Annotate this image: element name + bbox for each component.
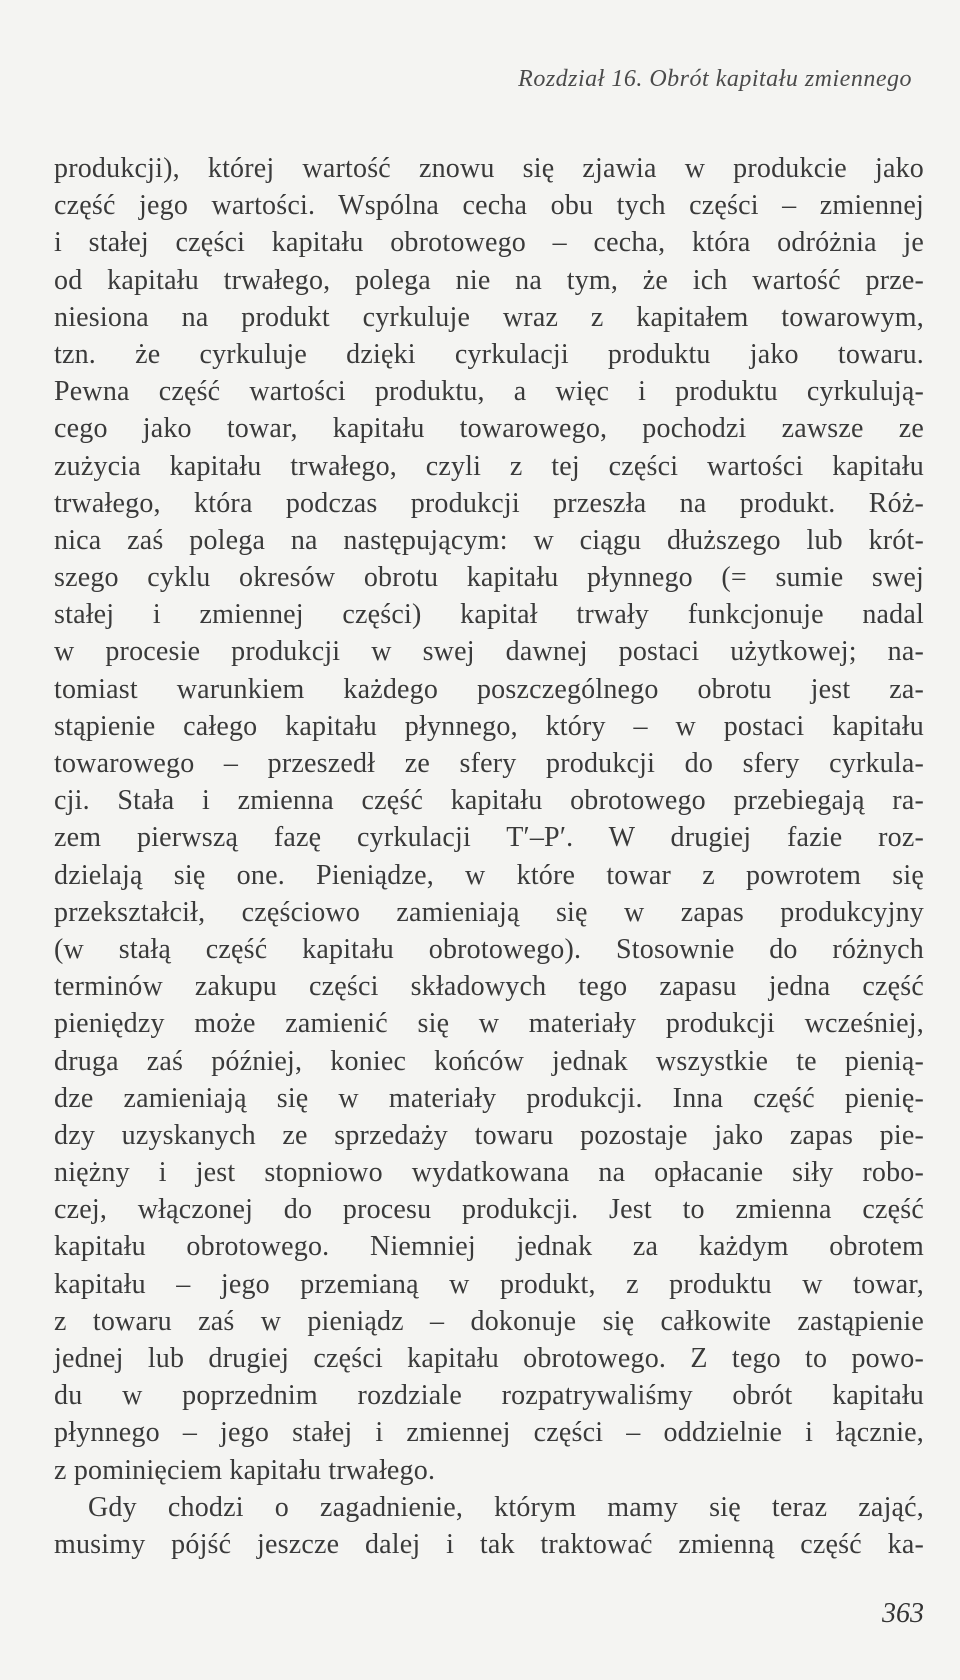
text-line: i stałej części kapitału obrotowego – cecha, która odróżnia je: [54, 227, 924, 259]
text-line: pieniędzy może zamienić się w materiały produkcji wcześniej,: [54, 1008, 924, 1040]
text-line: (w stałą część kapitału obrotowego). Stosownie do różnych: [54, 933, 924, 965]
text-line: z pominięciem kapitału trwałego.: [54, 1454, 436, 1486]
page-number: 363: [882, 1598, 924, 1629]
text-line: du w poprzednim rozdziale rozpatrywaliśmy obrót kapitału: [54, 1380, 924, 1412]
text-line: przekształcił, częściowo zamieniają się w zapas produkcyjny: [54, 896, 924, 928]
text-line: szego cyklu okresów obrotu kapitału płynnego (= sumie swej: [54, 562, 924, 594]
text-line: produkcji), której wartość znowu się zjawia w produkcie jako: [54, 153, 924, 184]
text-line: z towaru zaś w pieniądz – dokonuje się całkowite zastąpienie: [54, 1305, 924, 1337]
body-text: [54, 150, 924, 1563]
text-line: dze zamieniają się w materiały produkcji. Inna część pienię-: [54, 1082, 924, 1114]
text-line: kapitału – jego przemianą w produkt, z produktu w towar,: [54, 1268, 924, 1300]
text-line: niesiona na produkt cyrkuluje wraz z kapitałem towarowym,: [54, 301, 924, 333]
text-line: część jego wartości. Wspólna cecha obu tych części – zmiennej: [54, 190, 924, 222]
text-line: trwałego, która podczas produkcji przeszła na produkt. Róż-: [54, 487, 924, 519]
text-line: stąpienie całego kapitału płynnego, który – w postaci kapitału: [54, 710, 924, 742]
text-line: stałej i zmiennej części) kapitał trwały funkcjonuje nadal: [54, 599, 924, 631]
text-line: niężny i jest stopniowo wydatkowana na opłacanie siły robo-: [54, 1157, 924, 1189]
text-line: musimy pójść jeszcze dalej i tak traktować zmienną część ka-: [54, 1528, 924, 1560]
text-line: płynnego – jego stałej i zmiennej części – oddzielnie i łącznie,: [54, 1417, 924, 1449]
text-line: od kapitału trwałego, polega nie na tym, że ich wartość prze-: [54, 264, 924, 296]
text-line: zem pierwszą fazę cyrkulacji T′–P′. W drugiej fazie roz-: [54, 822, 924, 854]
text-line: towarowego – przeszedł ze sfery produkcji do sfery cyrkula-: [54, 748, 924, 779]
text-line: dzielają się one. Pieniądze, w które towar z powrotem się: [54, 859, 924, 891]
text-line: Pewna część wartości produktu, a więc i produktu cyrkulują-: [54, 376, 924, 408]
text-line: terminów zakupu części składowych tego zapasu jedna część: [54, 971, 924, 1003]
text-line: kapitału obrotowego. Niemniej jednak za każdym obrotem: [54, 1231, 924, 1263]
text-line: jednej lub drugiej części kapitału obrotowego. Z tego to powo-: [54, 1343, 924, 1374]
text-line: druga zaś później, koniec końców jednak wszystkie te pienią-: [54, 1045, 924, 1077]
text-line: cego jako towar, kapitału towarowego, pochodzi zawsze ze: [54, 413, 924, 445]
text-line: tzn. że cyrkuluje dzięki cyrkulacji produktu jako towaru.: [54, 338, 924, 370]
text-line: cji. Stała i zmienna część kapitału obrotowego przebiegają ra-: [54, 785, 924, 817]
text-line: w procesie produkcji w swej dawnej postaci użytkowej; na-: [54, 636, 924, 668]
running-head: Rozdział 16. Obrót kapitału zmiennego: [518, 66, 912, 92]
text-line: Gdy chodzi o zagadnienie, którym mamy się teraz zająć,: [88, 1491, 924, 1523]
text-line: nica zaś polega na następującym: w ciągu dłuższego lub krót-: [54, 524, 924, 556]
text-line: zużycia kapitału trwałego, czyli z tej części wartości kapitału: [54, 450, 924, 482]
text-line: tomiast warunkiem każdego poszczególnego obrotu jest za-: [54, 673, 924, 705]
text-line: czej, włączonej do procesu produkcji. Jest to zmienna część: [54, 1194, 924, 1226]
text-line: dzy uzyskanych ze sprzedaży towaru pozostaje jako zapas pie-: [54, 1119, 924, 1151]
